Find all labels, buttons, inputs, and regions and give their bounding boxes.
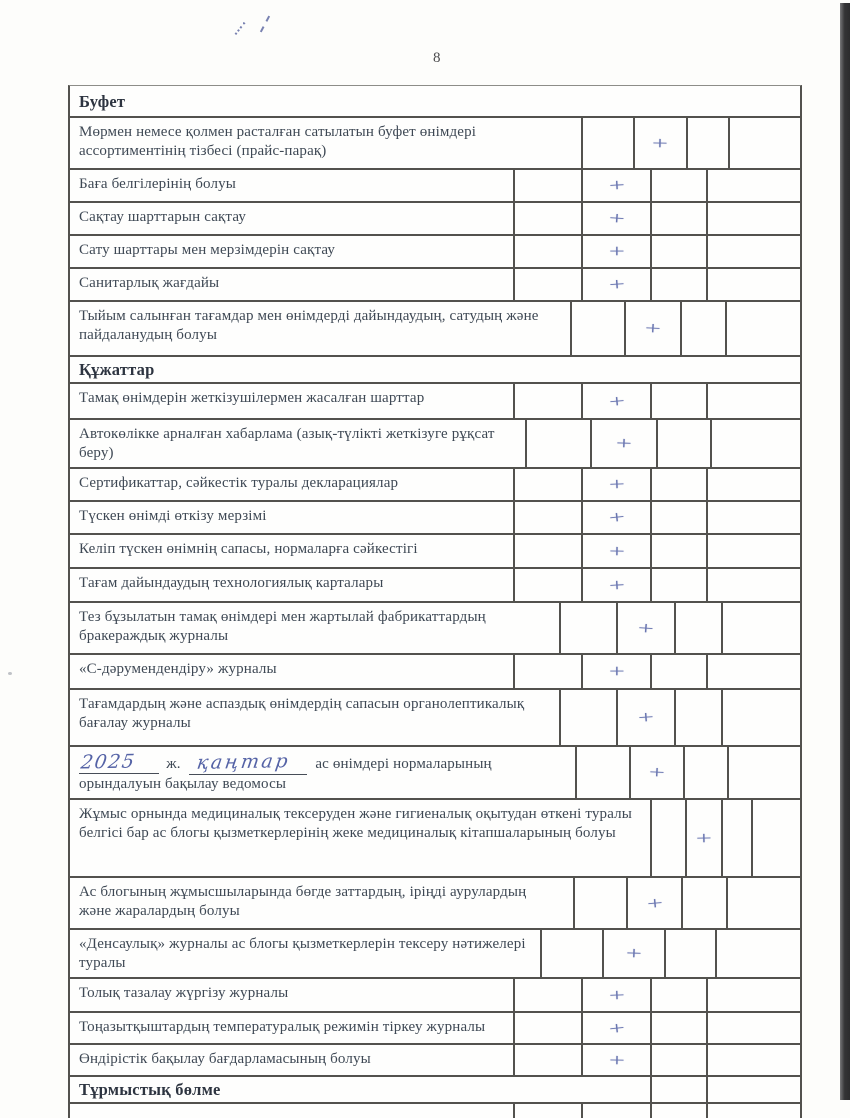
empty-cell (706, 203, 800, 234)
empty-cell (683, 747, 727, 798)
row-text: Мөрмен немесе қолмен расталған сатылатын буфет өнімдері ассортиментінің тізбесі (прайс-парақ) (79, 124, 477, 160)
empty-cell (650, 236, 706, 267)
scan-edge-shadow (840, 3, 850, 1100)
empty-cell (706, 384, 800, 418)
empty-cell (706, 569, 800, 601)
empty-cell (513, 1013, 581, 1043)
table-row (70, 384, 800, 420)
table-row (70, 118, 800, 170)
section-title (70, 1077, 650, 1102)
row-text: Тағам дайындаудың технологиялық карталары (79, 575, 384, 592)
empty-cell (559, 603, 616, 653)
check-mark: + (608, 984, 625, 1006)
check-mark: + (607, 1016, 626, 1039)
row-text: Жұмыс орнында медициналық тексеруден және гигиеналық оқытудан өткені туралы белгісі бар ас блогы қызметкерлерінің жеке медициналық кітапшаларының болуы (79, 806, 632, 842)
partial-row (70, 1104, 800, 1118)
section-label: Құжаттар (79, 360, 155, 379)
table-row (70, 170, 800, 203)
table-row (70, 690, 800, 747)
check-mark: + (607, 574, 625, 596)
empty-cell (728, 118, 800, 168)
empty-cell (575, 747, 628, 798)
empty-cell (650, 269, 706, 300)
empty-cell (559, 690, 616, 745)
check-mark: + (608, 240, 625, 262)
check-mark: + (607, 174, 625, 196)
row-text: Баға белгілерінің болуы (79, 176, 236, 192)
check-cell (581, 236, 650, 267)
check-mark: + (607, 506, 626, 529)
check-cell (633, 118, 686, 168)
section-row (70, 86, 800, 118)
check-mark: + (696, 827, 713, 849)
empty-cell (706, 1045, 800, 1075)
empty-cell (681, 878, 725, 928)
empty-cell (513, 1045, 581, 1075)
section-row (70, 357, 800, 384)
section-row (70, 1077, 800, 1104)
table-row (70, 420, 800, 469)
empty-cell (706, 1104, 800, 1118)
empty-cell (706, 655, 800, 688)
row-text: Келіп түскен өнімнің сапасы, нормаларға сәйкестігі (79, 541, 418, 558)
row-text: Сертификаттар, сәйкестік туралы декларациялар (79, 475, 399, 492)
empty-cell (650, 1104, 706, 1118)
table-row (70, 655, 800, 690)
empty-cell (680, 302, 725, 355)
empty-cell (650, 1077, 706, 1102)
empty-cell (650, 535, 706, 567)
table-row (70, 1045, 800, 1077)
row-text: Тоңазытқыштардың температуралық режимін тіркеу журналы (79, 1019, 486, 1036)
row-text: «Денсаулық» журналы ас блогы қызметкерлерін тексеру нәтижелері туралы (79, 936, 526, 972)
empty-cell (513, 979, 581, 1011)
empty-cell (650, 502, 706, 533)
check-mark: + (607, 273, 626, 295)
row-text: Тез бұзылатын тамақ өнімдері мен жартылай фабрикаттардың бракераждық журналы (79, 609, 486, 645)
empty-cell (650, 655, 706, 688)
check-mark: + (608, 660, 625, 682)
empty-cell (70, 1104, 513, 1118)
check-mark: + (644, 317, 662, 339)
check-cell (581, 1013, 650, 1043)
check-cell (581, 384, 650, 418)
check-cell (590, 420, 656, 467)
table-row (70, 878, 800, 930)
row-text: «С-дәрумендендіру» журналы (79, 661, 277, 678)
check-mark: + (608, 1049, 625, 1071)
empty-cell (664, 930, 715, 977)
check-mark: + (625, 942, 643, 964)
empty-cell (650, 800, 686, 876)
empty-cell (650, 170, 706, 201)
check-cell (602, 930, 665, 977)
empty-cell (656, 420, 710, 467)
empty-cell (650, 979, 706, 1011)
check-cell (581, 535, 650, 567)
row-text: Тағамдардың және аспаздық өнімдердің сапасын органолептикалық бағалау журналы (79, 696, 525, 732)
empty-cell (525, 420, 590, 467)
table-row (70, 302, 800, 357)
table-row (70, 979, 800, 1013)
table-row (70, 800, 800, 878)
check-cell (629, 747, 683, 798)
check-cell (581, 655, 650, 688)
empty-cell (513, 384, 581, 418)
empty-cell (727, 747, 800, 798)
table-row (70, 535, 800, 569)
check-cell (581, 469, 650, 500)
row-text: Толық тазалау жүргізу журналы (79, 985, 289, 1002)
empty-cell (726, 878, 800, 928)
check-mark: + (607, 389, 626, 412)
row-text: Ас блогының жұмысшыларында бөгде заттардың, іріңді аурулардың және жаралардың болуы (79, 884, 527, 920)
check-cell (581, 203, 650, 234)
row-text: Тамақ өнімдерін жеткізушілермен жасалған шарттар (79, 390, 425, 406)
empty-cell (706, 979, 800, 1011)
empty-cell (650, 384, 706, 418)
empty-cell (650, 469, 706, 500)
empty-cell (570, 302, 625, 355)
check-mark: + (608, 540, 625, 562)
empty-cell (650, 1013, 706, 1043)
empty-cell (513, 655, 581, 688)
row-text: Түскен өнімді өткізу мерзімі (79, 508, 267, 525)
check-cell (581, 170, 650, 201)
empty-cell (706, 1077, 800, 1102)
section-label: Тұрмыстық бөлме (79, 1080, 221, 1100)
check-cell (581, 269, 650, 300)
empty-cell (650, 569, 706, 601)
empty-cell (513, 269, 581, 300)
empty-cell (513, 569, 581, 601)
check-cell (581, 569, 650, 601)
handwritten-year: 2025 (79, 752, 159, 774)
check-cell (626, 878, 681, 928)
empty-cell (706, 269, 800, 300)
empty-cell (686, 118, 729, 168)
empty-cell (706, 170, 800, 201)
empty-cell (706, 502, 800, 533)
empty-cell (513, 502, 581, 533)
check-mark: + (616, 432, 633, 454)
row-text: Тыйым салынған тағамдар мен өнімдерді дайындаудың, сатудың және пайдаланудың болуы (79, 308, 539, 344)
empty-cell (706, 236, 800, 267)
empty-cell (706, 1013, 800, 1043)
table-row (70, 747, 800, 800)
empty-cell (540, 930, 602, 977)
check-mark: + (637, 706, 655, 728)
empty-cell (650, 203, 706, 234)
row-text: Өндірістік бақылау бағдарламасының болуы (79, 1051, 371, 1068)
table-row (70, 569, 800, 603)
check-cell (685, 800, 721, 876)
table-row (70, 1013, 800, 1045)
empty-cell (513, 236, 581, 267)
check-cell (616, 603, 674, 653)
section-title (70, 86, 800, 116)
table-row (70, 203, 800, 236)
section-label: Буфет (79, 91, 126, 111)
empty-cell (581, 1104, 650, 1118)
table-row (70, 236, 800, 269)
checklist-table (68, 85, 802, 1118)
empty-cell (573, 878, 627, 928)
check-cell (581, 979, 650, 1011)
check-mark: + (637, 616, 655, 639)
empty-cell (513, 203, 581, 234)
section-title (70, 357, 800, 382)
empty-cell (513, 1104, 581, 1118)
margin-speck (8, 672, 12, 675)
ink-scribble (260, 16, 270, 33)
empty-cell (650, 1045, 706, 1075)
empty-cell (581, 118, 633, 168)
empty-cell (674, 603, 721, 653)
check-mark: + (648, 761, 666, 783)
table-row (70, 502, 800, 535)
empty-cell (721, 690, 800, 745)
empty-cell (721, 603, 800, 653)
check-mark: + (608, 473, 625, 495)
page-number: 8 (433, 50, 441, 66)
check-cell (581, 502, 650, 533)
row-text: Автокөлікке арналған хабарлама (азық-түлікті жеткізуге рұқсат беру) (79, 426, 495, 462)
empty-cell (513, 170, 581, 201)
empty-cell (513, 535, 581, 567)
empty-cell (706, 469, 800, 500)
table-row (70, 469, 800, 502)
check-cell (624, 302, 679, 355)
row-text: Санитарлық жағдайы (79, 275, 220, 291)
empty-cell (751, 800, 800, 876)
empty-cell (706, 535, 800, 567)
row-text: Сату шарттары мен мерзімдерін сақтау (79, 242, 336, 258)
empty-cell (725, 302, 800, 355)
check-cell (616, 690, 674, 745)
row-text: 2025 ж. қаңтар ас өнімдері нормаларының орындалуын бақылау ведомосы (79, 750, 492, 793)
empty-cell (674, 690, 721, 745)
check-mark: + (652, 132, 669, 153)
empty-cell (710, 420, 800, 467)
check-cell (581, 1045, 650, 1075)
handwritten-month: қаңтар (189, 752, 308, 775)
empty-cell (721, 800, 751, 876)
table-row (70, 603, 800, 655)
empty-cell (715, 930, 800, 977)
table-row (70, 930, 800, 979)
empty-cell (513, 469, 581, 500)
check-mark: + (607, 207, 626, 229)
ink-scribble (235, 22, 246, 35)
table-row (70, 269, 800, 302)
row-text: Сақтау шарттарын сақтау (79, 209, 247, 225)
check-mark: + (645, 891, 664, 914)
